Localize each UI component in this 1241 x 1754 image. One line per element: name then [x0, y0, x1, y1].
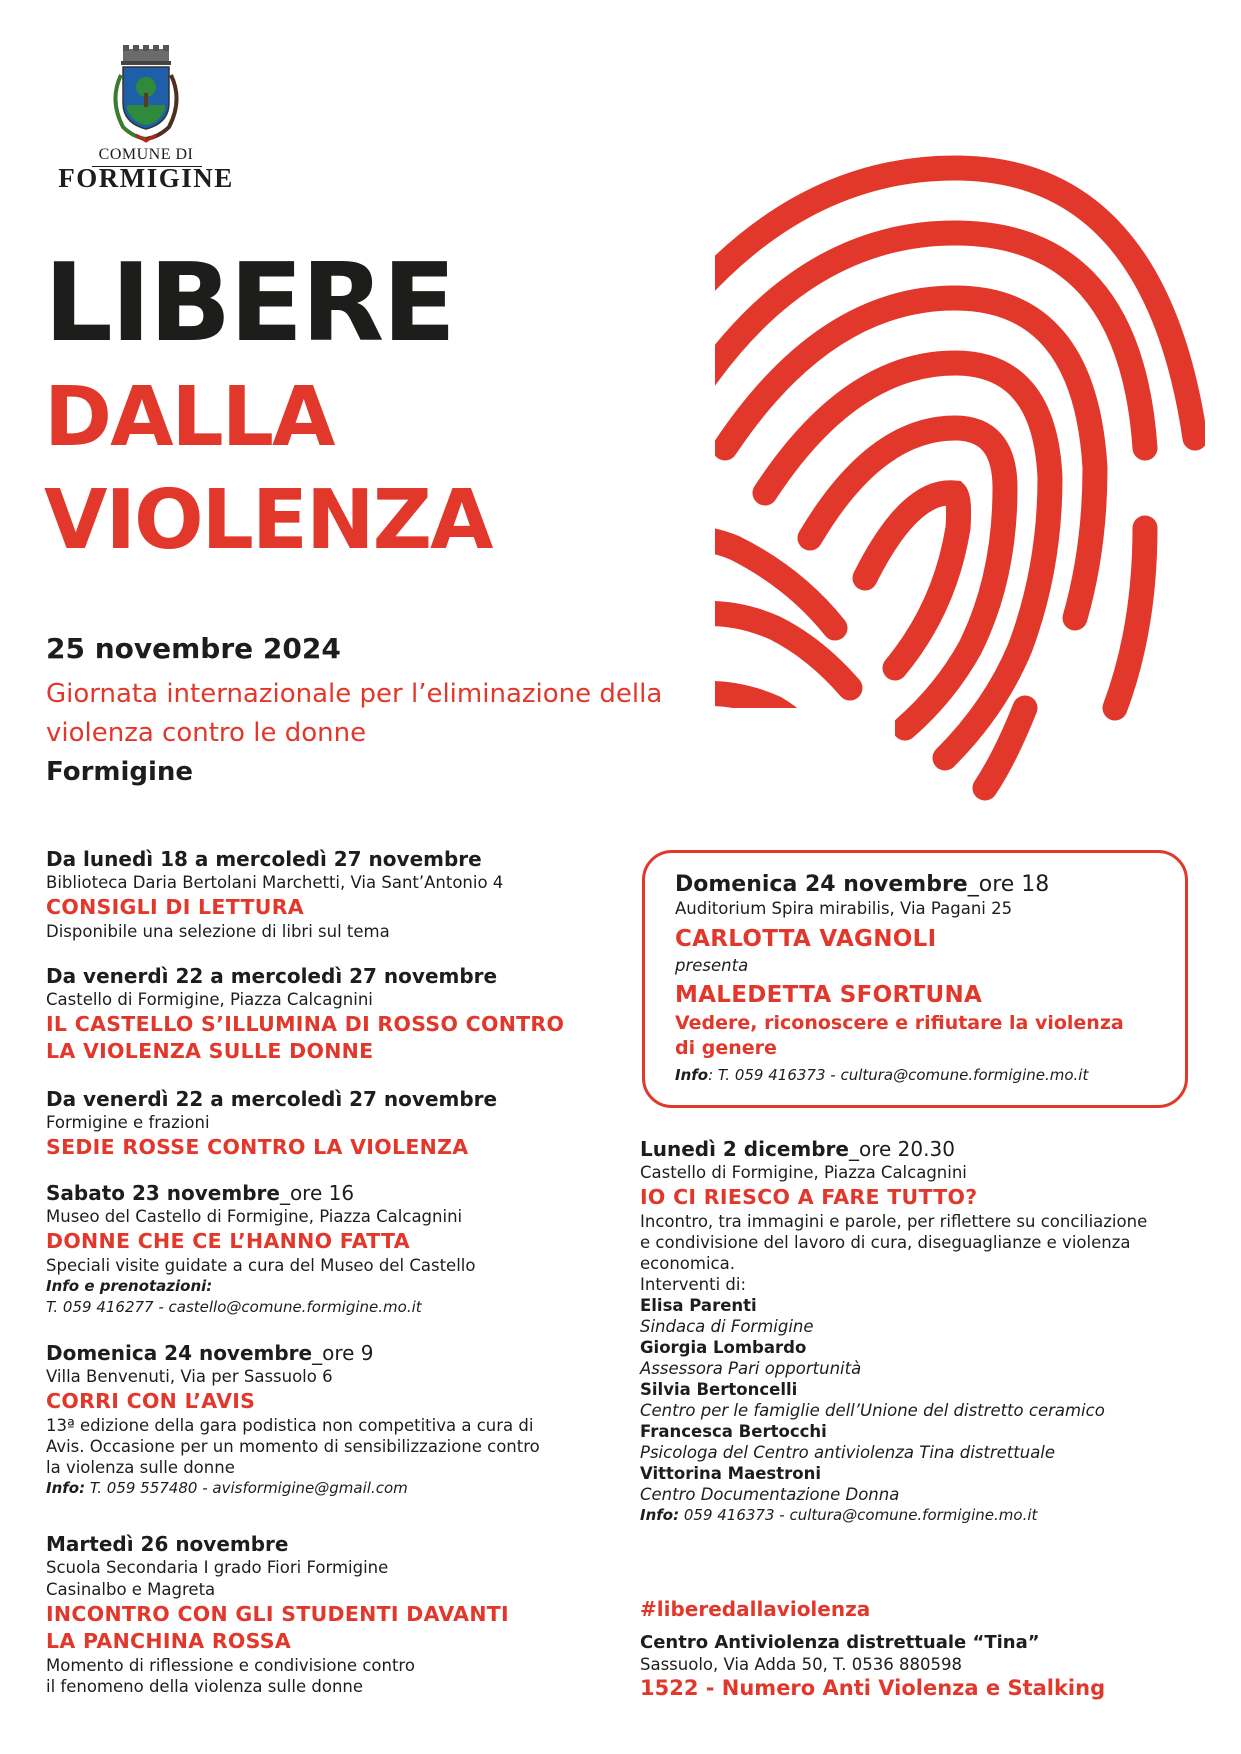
event-title-line2: LA PANCHINA ROSSA: [46, 1629, 292, 1653]
featured-presenta: presenta: [675, 956, 749, 975]
event-desc-line3: la violenza sulle donne: [46, 1458, 235, 1477]
featured-author: CARLOTTA VAGNOLI: [675, 926, 937, 952]
event-title: INCONTRO CON GLI STUDENTI DAVANTI: [46, 1602, 509, 1626]
event-castello-rosso: [46, 963, 606, 1065]
event-info[interactable]: Info: 059 416373 - cultura@comune.formigine.mo.it: [640, 1506, 1038, 1524]
speaker-name: Giorgia Lombardo: [640, 1338, 807, 1357]
interventi-label: Interventi di:: [640, 1275, 747, 1294]
event-desc-line1: 13ª edizione della gara podistica non competitiva a cura di: [46, 1416, 534, 1435]
event-info-label: Info e prenotazioni:: [46, 1277, 213, 1295]
event-desc-line2: e condivisione del lavoro di cura, diseguaglianze e violenza: [640, 1233, 1131, 1252]
event-consigli-lettura: [46, 846, 606, 942]
event-desc: Speciali visite guidate a cura del Museo del Castello: [46, 1256, 476, 1275]
event-sedie-rosse: [46, 1086, 606, 1161]
event-location: Castello di Formigine, Piazza Calcagnini: [640, 1163, 967, 1182]
event-date: 25 novembre 2024: [46, 632, 341, 665]
featured-book-subtitle-line1: Vedere, riconoscere e rifiutare la violenza: [675, 1012, 1124, 1034]
event-title: CORRI CON L’AVIS: [46, 1389, 256, 1413]
event-title-line2: LA VIOLENZA SULLE DONNE: [46, 1039, 374, 1063]
speaker-name: Silvia Bertoncelli: [640, 1380, 798, 1399]
speaker-role: Assessora Pari opportunità: [640, 1359, 862, 1378]
event-desc-line2: Avis. Occasione per un momento di sensibilizzazione contro: [46, 1437, 540, 1456]
event-desc-line2: il fenomeno della violenza sulle donne: [46, 1677, 364, 1696]
speaker-role: Psicologa del Centro antiviolenza Tina distrettuale: [640, 1443, 1056, 1462]
speaker-role: Centro per le famiglie dell’Unione del distretto ceramico: [640, 1401, 1105, 1420]
event-title: IL CASTELLO S’ILLUMINA DI ROSSO CONTRO: [46, 1012, 565, 1036]
centro-antiviolenza: Centro Antiviolenza distrettuale “Tina”: [640, 1632, 1040, 1653]
speaker-name: Francesca Bertocchi: [640, 1422, 827, 1441]
event-title: CONSIGLI DI LETTURA: [46, 895, 304, 919]
event-location: Auditorium Spira mirabilis, Via Pagani 25: [675, 899, 1013, 918]
logo-line-formigine: FORMIGINE: [58, 163, 234, 193]
event-desc: Disponibile una selezione di libri sul tema: [46, 922, 390, 941]
event-when: Sabato 23 novembre_ore 16: [46, 1181, 355, 1205]
event-location: Villa Benvenuti, Via per Sassuolo 6: [46, 1367, 333, 1386]
event-when: Da venerdì 22 a mercoledì 27 novembre: [46, 964, 498, 988]
event-desc-line1: Incontro, tra immagini e parole, per riflettere su conciliazione: [640, 1212, 1148, 1231]
speaker-name: Vittorina Maestroni: [640, 1464, 821, 1483]
event-title: IO CI RIESCO A FARE TUTTO?: [640, 1185, 978, 1209]
speaker-role: Sindaca di Formigine: [640, 1317, 814, 1336]
featured-book-subtitle-line2: di genere: [675, 1037, 777, 1059]
speaker-name: Elisa Parenti: [640, 1296, 757, 1315]
event-when: Da venerdì 22 a mercoledì 27 novembre: [46, 1087, 498, 1111]
event-location: Biblioteca Daria Bertolani Marchetti, Via Sant’Antonio 4: [46, 873, 504, 892]
event-location-line1: Scuola Secondaria I grado Fiori Formigine: [46, 1558, 389, 1577]
featured-book-title: MALEDETTA SFORTUNA: [675, 982, 983, 1008]
event-title: DONNE CHE CE L’HANNO FATTA: [46, 1229, 410, 1253]
event-info[interactable]: Info: T. 059 557480 - avisformigine@gmail.com: [46, 1479, 408, 1497]
comune-crest-logo: [103, 45, 189, 145]
event-when: Lunedì 2 dicembre_ore 20.30: [640, 1137, 955, 1161]
featured-event: [675, 872, 1175, 1086]
event-location: Formigine e frazioni: [46, 1113, 210, 1132]
event-location: Castello di Formigine, Piazza Calcagnini: [46, 990, 373, 1009]
centro-address: Sassuolo, Via Adda 50, T. 0536 880598: [640, 1655, 962, 1674]
logo-line-comune-di: COMUNE DI: [98, 146, 194, 163]
event-when: Domenica 24 novembre_ore 9: [46, 1341, 374, 1365]
event-location-line2: Casinalbo e Magreta: [46, 1580, 216, 1599]
title-libere: LIBERE: [44, 241, 455, 366]
speakers-list: [640, 1295, 1200, 1505]
event-title: SEDIE ROSSE CONTRO LA VIOLENZA: [46, 1135, 469, 1159]
hashtag[interactable]: #liberedallaviolenza: [640, 1597, 871, 1621]
event-when: Da lunedì 18 a mercoledì 27 novembre: [46, 847, 482, 871]
title-violenza: VIOLENZA: [44, 473, 492, 568]
event-studenti-panchina: [46, 1531, 606, 1697]
event-desc-line1: Momento di riflessione e condivisione contro: [46, 1656, 415, 1675]
event-place: Formigine: [46, 757, 194, 787]
event-when: Martedì 26 novembre: [46, 1532, 289, 1556]
event-location: Museo del Castello di Formigine, Piazza Calcagnini: [46, 1207, 463, 1226]
event-desc-line3: economica.: [640, 1254, 735, 1273]
event-corri-avis: [46, 1340, 606, 1499]
event-info[interactable]: Info: T. 059 416373 - cultura@comune.formigine.mo.it: [675, 1066, 1089, 1084]
speaker-role: Centro Documentazione Donna: [640, 1485, 900, 1504]
event-info-contact[interactable]: T. 059 416277 - castello@comune.formigine.mo.it: [46, 1298, 422, 1316]
event-when: Domenica 24 novembre_ore 18: [675, 872, 1050, 897]
hotline-1522[interactable]: 1522 - Numero Anti Violenza e Stalking: [640, 1676, 1106, 1700]
event-donne-fatta: [46, 1180, 606, 1318]
event-io-ci-riesco: [640, 1136, 1200, 1526]
title-dalla: DALLA: [44, 370, 334, 465]
day-subtitle: Giornata internazionale per l’eliminazione della violenza contro le donne: [46, 679, 663, 748]
crown-icon: [121, 45, 171, 65]
